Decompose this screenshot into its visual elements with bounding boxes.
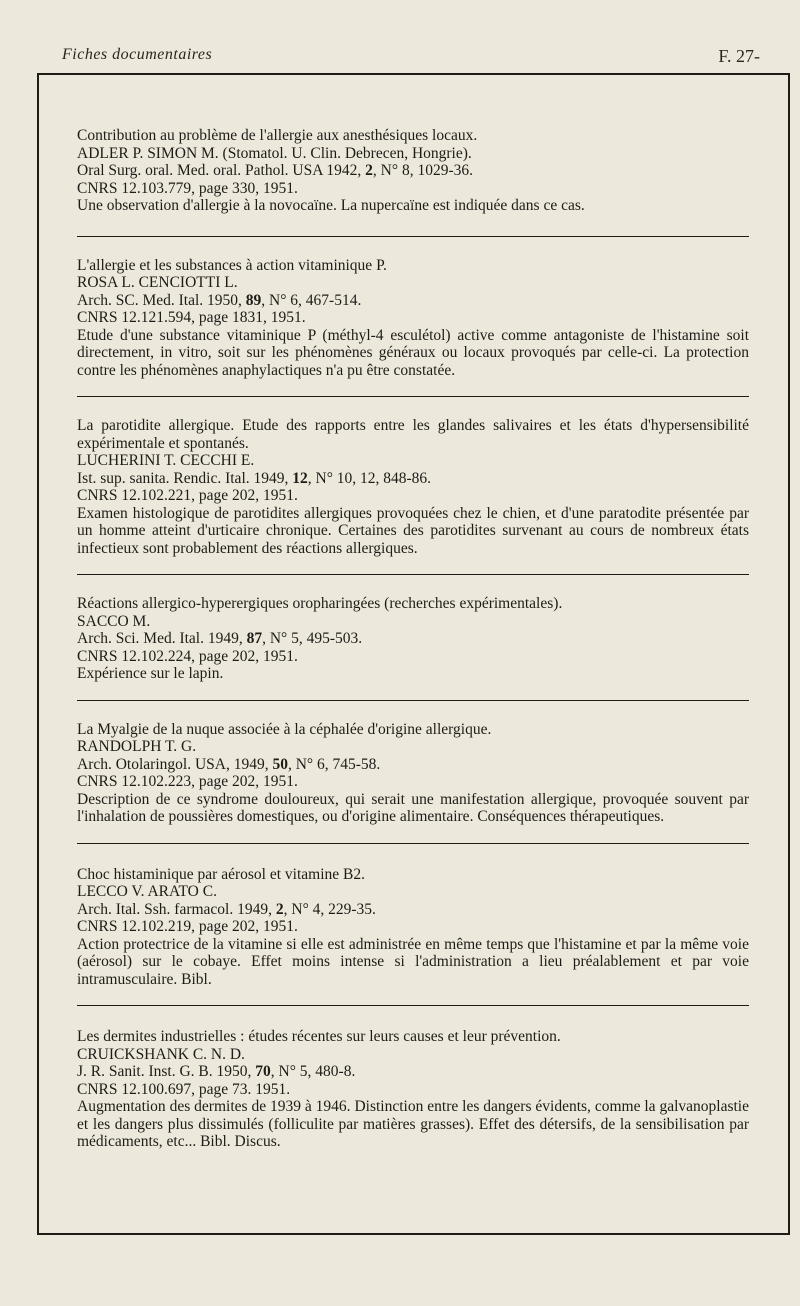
entry-cnrs: CNRS 12.102.224, page 202, 1951. xyxy=(77,647,298,665)
entry-cnrs: CNRS 12.121.594, page 1831, 1951. xyxy=(77,309,306,326)
entry-volume: 2 xyxy=(365,162,373,179)
entry-journal: Arch. Sci. Med. Ital. 1949, 87, N° 5, 495-503. xyxy=(77,630,363,647)
entry-title: La parotidite allergique. Etude des rapports entre les glandes salivaires et les états d'hypersensibilité expérimentale et spontanés. xyxy=(77,417,749,452)
entry-6 xyxy=(77,866,749,989)
entry-cnrs: CNRS 12.102.219, page 202, 1951. xyxy=(77,918,298,935)
entry-authors: LECCO V. ARATO C. xyxy=(77,883,217,900)
entry-title: Les dermites industrielles : études récentes sur leurs causes et leur prévention. xyxy=(77,1028,561,1045)
entry-description: Expérience sur le lapin. xyxy=(77,665,224,682)
section-title: Fiches documentaires xyxy=(62,46,213,63)
entry-title: Réactions allergico-hyperergiques oropharingées (recherches expérimentales). xyxy=(77,595,563,612)
entry-separator xyxy=(77,700,749,701)
entry-title: Choc histaminique par aérosol et vitamine B2. xyxy=(77,865,365,883)
entry-title: L'allergie et les substances à action vitaminique P. xyxy=(77,256,387,274)
entry-title: Contribution au problème de l'allergie aux anesthésiques locaux. xyxy=(77,127,478,144)
entry-separator xyxy=(77,396,749,397)
entry-authors: CRUICKSHANK C. N. D. xyxy=(77,1045,245,1063)
entry-description: Une observation d'allergie à la novocaïne. La nupercaïne est indiquée dans ce cas. xyxy=(77,197,585,214)
entry-volume: 50 xyxy=(272,755,288,773)
entry-separator xyxy=(77,574,749,575)
entry-volume: 70 xyxy=(255,1063,271,1080)
entry-journal: Arch. Otolaringol. USA, 1949, 50, N° 6, 745-58. xyxy=(77,755,381,773)
entry-5 xyxy=(77,721,749,826)
entry-description: Etude d'une substance vitaminique P (méthyl-4 esculétol) active comme antagoniste de l'histamine soit directement, in vitro, soit sur les phénomènes généraux ou locaux provoqués par celle-ci. La protection contre les phénomènes anaphylactiques n'a pu être constatée. xyxy=(77,326,749,379)
entry-journal: Arch. SC. Med. Ital. 1950, 89, N° 6, 467-514. xyxy=(77,291,362,309)
entry-title: La Myalgie de la nuque associée à la céphalée d'origine allergique. xyxy=(77,720,492,738)
entry-volume: 89 xyxy=(245,291,262,309)
entry-description: Examen histologique de parotidites allergiques provoquées chez le chien, et d'une paratodite présentée par un homme atteint d'urticaire chronique. Certaines des parotidites survenant au cours de nombreux états infectieux sont probablement des réactions allergiques. xyxy=(77,504,749,557)
entry-cnrs: CNRS 12.102.223, page 202, 1951. xyxy=(77,773,298,790)
page-reference: F. 27- xyxy=(718,46,760,66)
entry-4 xyxy=(77,595,749,683)
entry-authors: SACCO M. xyxy=(77,612,151,630)
entry-description: Action protectrice de la vitamine si elle est administrée en même temps que l'histamine et par la même voie (aérosol) sur le cobaye. Effet moins intense si l'administration a lieu préalablement et par voie intramusculaire. Bibl. xyxy=(77,935,749,988)
entry-separator xyxy=(77,843,749,844)
entry-volume: 2 xyxy=(275,900,284,918)
entry-authors: LUCHERINI T. CECCHI E. xyxy=(77,452,255,469)
entry-2 xyxy=(77,257,749,380)
entry-cnrs: CNRS 12.102.221, page 202, 1951. xyxy=(77,487,298,504)
entry-7 xyxy=(77,1028,749,1151)
entry-journal: Arch. Ital. Ssh. farmacol. 1949, 2, N° 4, 229-35. xyxy=(77,900,376,918)
entry-journal: Ist. sup. sanita. Rendic. Ital. 1949, 12, N° 10, 12, 848-86. xyxy=(77,469,432,487)
entry-description: Description de ce syndrome douloureux, qui serait une manifestation allergique, provoquée souvent par l'inhalation de poussières domestiques, ou d'origine alimentaire. Conséquences thérapeutiques. xyxy=(77,790,749,825)
entry-3 xyxy=(77,417,749,557)
entry-cnrs: CNRS 12.103.779, page 330, 1951. xyxy=(77,179,298,197)
entry-authors: ROSA L. CENCIOTTI L. xyxy=(77,274,238,291)
entry-volume: 12 xyxy=(292,469,308,487)
entry-authors: RANDOLPH T. G. xyxy=(77,738,197,755)
entry-journal: J. R. Sanit. Inst. G. B. 1950, 70, N° 5, 480-8. xyxy=(77,1063,356,1080)
entry-cnrs: CNRS 12.100.697, page 73. 1951. xyxy=(77,1080,291,1098)
entries-list xyxy=(77,127,749,1151)
entry-volume: 87 xyxy=(246,630,263,647)
entry-separator xyxy=(77,1005,749,1006)
entry-description: Augmentation des dermites de 1939 à 1946. Distinction entre les dangers évidents, comme la galvanoplastie et les dangers plus dissimulés (folliculite par matières grasses). Effet des détersifs, de la sensibilisation par médicaments, etc... Bibl. Discus. xyxy=(77,1098,749,1150)
entry-authors: ADLER P. SIMON M. (Stomatol. U. Clin. Debrecen, Hongrie). xyxy=(77,144,472,162)
bottom-rule xyxy=(37,1233,790,1235)
entry-separator xyxy=(77,236,749,237)
entry-journal: Oral Surg. oral. Med. oral. Pathol. USA 1942, 2, N° 8, 1029-36. xyxy=(77,162,473,179)
entry-1 xyxy=(77,127,749,215)
